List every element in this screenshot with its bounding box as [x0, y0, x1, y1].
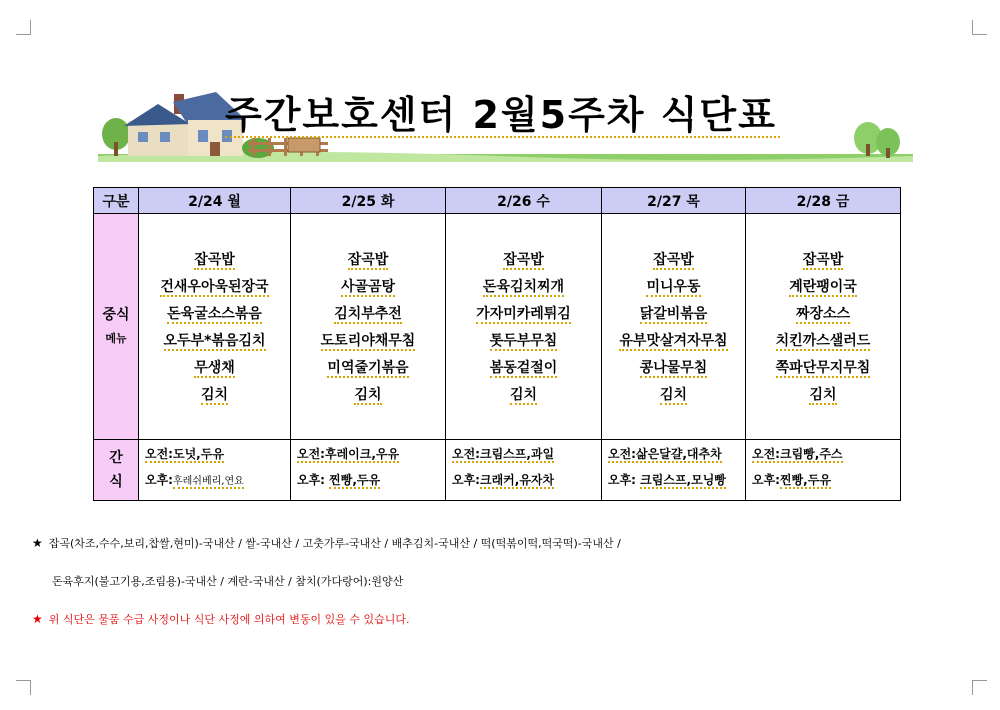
snack-pm: 오후:크래커,유자차 [452, 473, 555, 487]
menu-item: 유부맛살겨자무침 [619, 333, 728, 349]
menu-item: 건새우아욱된장국 [160, 279, 269, 295]
menu-item: 오두부*볶음김치 [163, 333, 266, 349]
menu-item: 잡곡밥 [194, 252, 235, 268]
lunch-cell [139, 214, 291, 440]
menu-item: 쪽파단무지무침 [775, 360, 871, 376]
title-underline [225, 136, 780, 138]
menu-item: 잡곡밥 [347, 252, 389, 268]
snack-am: 오전:크림빵,주스 [752, 447, 843, 461]
page-title: 주간보호센터 2월5주차 식단표 [225, 84, 785, 134]
menu-item: 미역줄기볶음 [327, 360, 409, 376]
snack-cell [446, 440, 602, 501]
menu-item: 잡곡밥 [802, 252, 844, 268]
crop-mark-top-left [16, 20, 31, 35]
menu-item: 가자미카레튀김 [476, 306, 571, 322]
menu-item: 돈육굴소스볶음 [167, 306, 262, 322]
header-day: 2/25 화 [291, 188, 446, 214]
menu-item: 김치 [659, 387, 688, 403]
crop-mark-top-right [972, 20, 987, 35]
snack-pm: 오후: 크림스프,모닝빵 [608, 473, 726, 487]
snack-am: 오전:삶은달걀,대추차 [608, 447, 722, 461]
menu-item: 계란팽이국 [789, 279, 857, 295]
crop-mark-bottom-right [972, 680, 987, 695]
snack-cell [139, 440, 291, 501]
snack-am: 오전:후레이크,우유 [297, 447, 400, 461]
table-header-row [94, 188, 901, 214]
origin-text-1: 잡곡(차조,수수,보리,찹쌀,현미)-국내산 / 쌀-국내산 / 고춧가루-국내산 / 배추김치-국내산 / 떡(떡볶이떡,떡국떡)-국내산 / [48, 537, 621, 550]
menu-item: 미니우동 [646, 279, 701, 295]
snack-row-label [94, 440, 139, 501]
snack-label-1: 간 [109, 450, 123, 466]
menu-item: 돈육김치찌개 [482, 279, 565, 295]
menu-item: 김치부추전 [334, 306, 402, 322]
origin-note-line-1 [32, 535, 621, 551]
menu-item: 콩나물무침 [639, 360, 708, 376]
snack-pm: 오후:찐빵,두유 [752, 473, 831, 487]
snack-label-2: 식 [109, 474, 123, 490]
menu-item: 김치 [354, 387, 382, 403]
header-day: 2/28 금 [746, 188, 901, 214]
snack-am: 오전:크림스프,과일 [452, 447, 555, 461]
lunch-label: 중식 [102, 306, 130, 323]
star-icon: ★ [32, 612, 43, 626]
snack-pm: 오후:후레쉬베리,연요 [145, 473, 244, 487]
origin-note-line-2 [52, 573, 403, 589]
menu-item: 톳두부무침 [489, 333, 558, 349]
menu-item: 잡곡밥 [653, 252, 694, 268]
lunch-row [94, 214, 901, 440]
menu-item: 치킨까스샐러드 [775, 333, 871, 349]
origin-text-2: 돈육후지(불고기용,조림용)-국내산 / 계란-국내산 / 참치(가다랑어):원양산 [52, 575, 404, 588]
snack-cell [602, 440, 746, 501]
menu-item: 김치 [809, 387, 837, 403]
snack-cell [291, 440, 446, 501]
crop-mark-bottom-left [16, 680, 31, 695]
snack-pm: 오후: 찐빵,두유 [297, 473, 381, 487]
lunch-cell [291, 214, 446, 440]
menu-item: 잡곡밥 [503, 252, 544, 268]
menu-item: 무생채 [194, 360, 235, 376]
warning-text: 위 식단은 물품 수급 사정이나 식단 사정에 의하여 변동이 있을 수 있습니다. [48, 613, 410, 626]
menu-item: 김치 [509, 387, 538, 403]
menu-item: 짜장소스 [795, 306, 851, 322]
lunch-cell [746, 214, 901, 440]
warning-note [32, 611, 410, 627]
header-day: 2/26 수 [446, 188, 602, 214]
menu-item: 김치 [200, 387, 229, 403]
menu-item: 도토리야채무침 [320, 333, 416, 349]
menu-item: 닭갈비볶음 [639, 306, 708, 322]
snack-cell [746, 440, 901, 501]
lunch-row-label [94, 214, 139, 440]
lunch-cell [446, 214, 602, 440]
weekly-menu-table [93, 187, 901, 501]
lunch-cell [602, 214, 746, 440]
menu-item: 봄동겉절이 [489, 360, 558, 376]
header-category: 구분 [94, 188, 139, 214]
snack-am: 오전:도넛,두유 [145, 447, 224, 461]
menu-label: 메뉴 [105, 331, 127, 345]
star-icon: ★ [32, 536, 43, 550]
header-day: 2/27 목 [602, 188, 746, 214]
header-day: 2/24 월 [139, 188, 291, 214]
menu-item: 사골곰탕 [340, 279, 396, 295]
snack-row [94, 440, 901, 501]
